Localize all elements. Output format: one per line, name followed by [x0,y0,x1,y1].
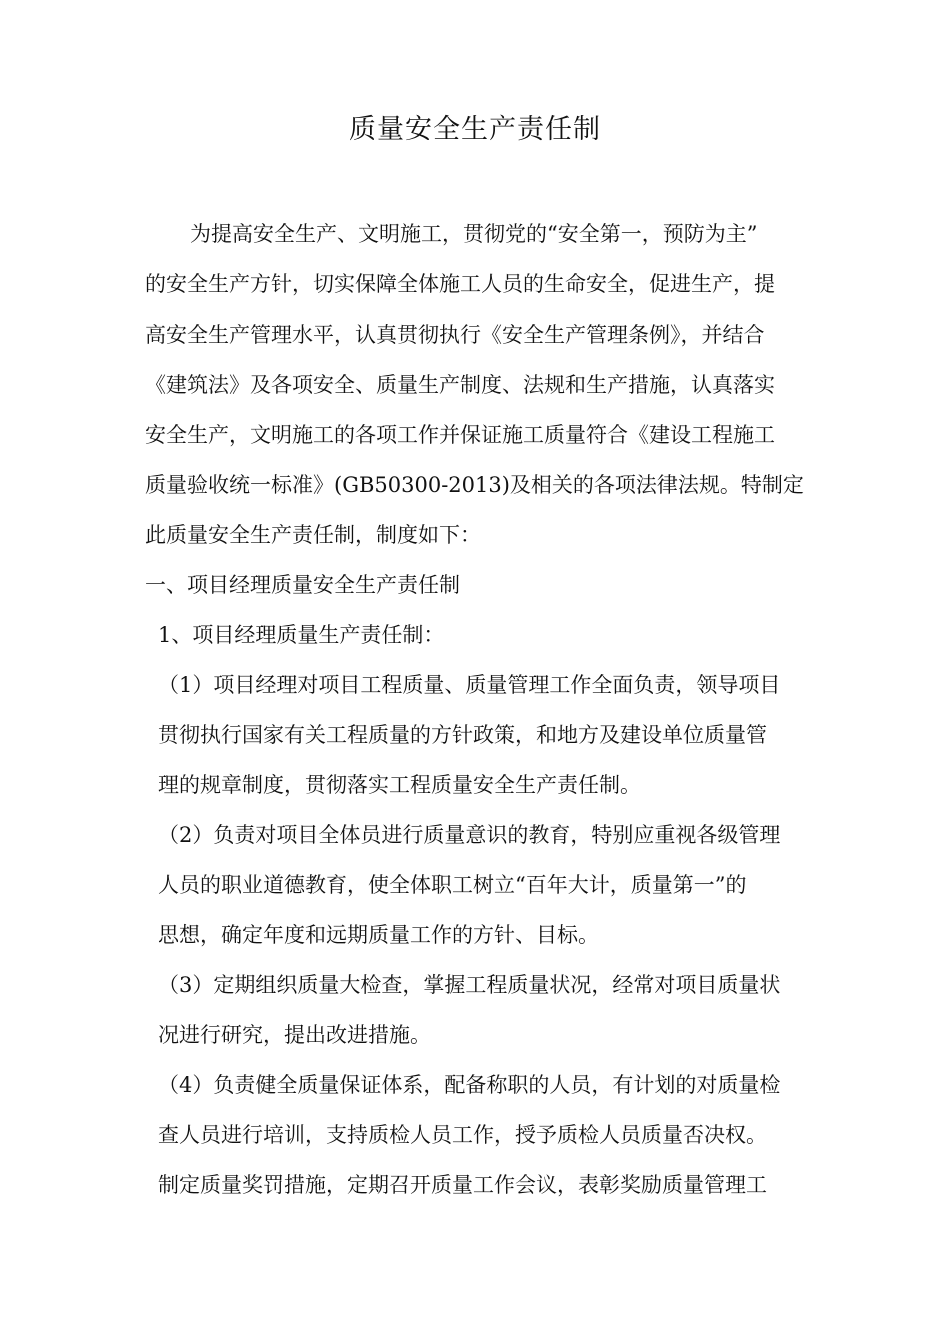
paragraph-line: 《建筑法》及各项安全、质量生产制度、法规和生产措施，认真落实 [145,373,775,397]
paragraph-line: 的安全生产方针，切实保障全体施工人员的生命安全，促进生产，提 [145,272,775,296]
subsection-heading: 1、项目经理质量生产责任制： [158,623,445,647]
list-item-line: 制定质量奖罚措施，定期召开质量工作会议，表彰奖励质量管理工 [158,1173,767,1197]
list-item-line: 理的规章制度，贯彻落实工程质量安全生产责任制。 [158,773,641,797]
list-item-line: （1）项目经理对项目工程质量、质量管理工作全面负责，领导项目 [158,673,781,697]
list-item-line: 查人员进行培训，支持质检人员工作，授予质检人员质量否决权。 [158,1123,767,1147]
paragraph-line: 此质量安全生产责任制，制度如下： [145,523,481,547]
paragraph-line: 高安全生产管理水平，认真贯彻执行《安全生产管理条例》，并结合 [145,323,765,347]
document-title: 质量安全生产责任制 [349,114,601,145]
paragraph-line: 质量验收统一标准》(GB50300-2013)及相关的各项法律法规。特制定 [145,473,804,497]
paragraph-line: 安全生产，文明施工的各项工作并保证施工质量符合《建设工程施工 [145,423,775,447]
list-item-line: 况进行研究，提出改进措施。 [158,1023,431,1047]
list-item-line: （3）定期组织质量大检查，掌握工程质量状况，经常对项目质量状 [158,973,781,997]
list-item-line: 人员的职业道德教育，使全体职工树立“百年大计，质量第一”的 [158,873,747,897]
section-heading: 一、项目经理质量安全生产责任制 [145,573,460,597]
list-item-line: （4）负责健全质量保证体系，配备称职的人员，有计划的对质量检 [158,1073,781,1097]
list-item-line: 贯彻执行国家有关工程质量的方针政策，和地方及建设单位质量管 [158,723,767,747]
list-item-line: 思想，确定年度和远期质量工作的方针、目标。 [158,923,599,947]
list-item-line: （2）负责对项目全体员进行质量意识的教育，特别应重视各级管理 [158,823,781,847]
paragraph-line: 为提高安全生产、文明施工，贯彻党的“安全第一，预防为主” [190,222,758,246]
